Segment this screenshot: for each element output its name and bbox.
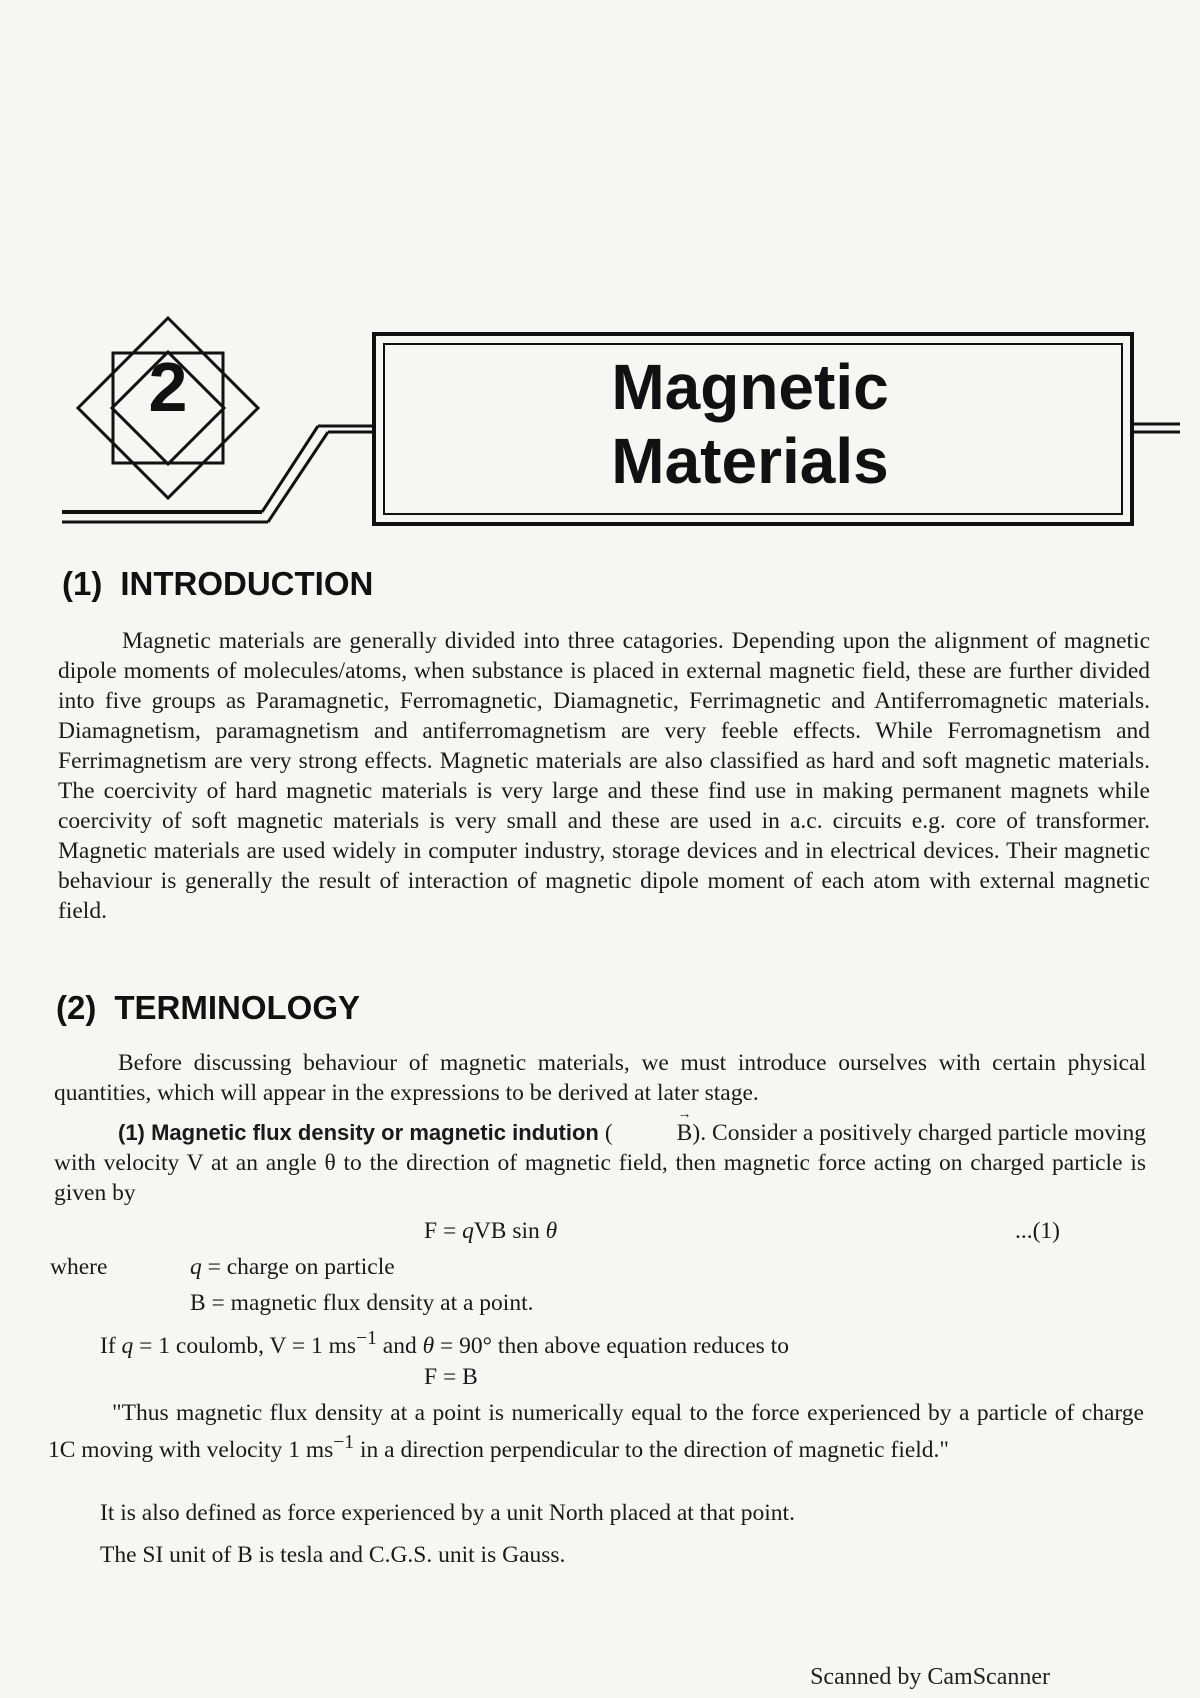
equation-q: q — [462, 1218, 474, 1244]
reduce-exponent: −1 — [356, 1328, 377, 1349]
reduce-and: and — [376, 1332, 423, 1359]
definition-quote — [48, 1398, 1144, 1465]
terminology-paragraph: Before discussing behaviour of magnetic materials, we must introduce ourselves with certain physical quantities, which will appear in the expressions to be derived at later stage. — [54, 1050, 1146, 1106]
reduce-mid: = 1 coulomb, V = 1 ms — [133, 1332, 357, 1359]
where-q: q — [190, 1254, 202, 1280]
quote-part-b: in a direction perpendicular to the direction of magnetic field." — [354, 1436, 950, 1463]
flux-density-symbol-letter: B — [676, 1120, 693, 1146]
flux-density-symbol-close: ) — [692, 1120, 701, 1146]
chapter-title — [520, 350, 980, 498]
section-number: (2) — [56, 989, 97, 1026]
reduce-tail: = 90° then above equation reduces to — [434, 1332, 789, 1359]
reduce-if: If — [100, 1332, 122, 1359]
flux-density-paragraph — [54, 1107, 1146, 1208]
section-number: (1) — [62, 565, 103, 602]
reduce-q: q — [121, 1332, 134, 1359]
equation-lhs: F = — [424, 1218, 463, 1244]
si-unit-statement: The SI unit of B is tesla and C.G.S. unit is Gauss. — [100, 1542, 566, 1568]
section-heading-terminology — [56, 988, 360, 1028]
flux-density-symbol — [613, 1107, 693, 1148]
where-label: where — [50, 1254, 108, 1280]
flux-density-text: . Consider a positively charged particle moving with velocity V at an angle θ to the direction of magnetic field, then magnetic force acting on charged particle is given by — [54, 1120, 1146, 1206]
where-b-definition: B = magnetic flux density at a point. — [190, 1290, 534, 1316]
flux-density-label: (1) Magnetic flux density or magnetic indution — [118, 1120, 599, 1145]
reduction-sentence — [100, 1324, 789, 1361]
chapter-title-line-1: Magnetic — [611, 351, 889, 423]
equation-rest: VB sin — [473, 1218, 546, 1244]
alternate-definition: It is also defined as force experienced by a unit North placed at that point. — [100, 1500, 795, 1526]
section-title: TERMINOLOGY — [114, 989, 361, 1026]
quote-exponent: −1 — [333, 1432, 355, 1453]
vector-arrow-icon: → — [677, 1107, 692, 1122]
introduction-paragraph: Magnetic materials are generally divided into three catagories. Depending upon the alignment of magnetic dipole moments of molecules/atoms, when substance is placed in external magnetic field, these are further divided into five groups as Paramagnetic, Ferromagnetic, Diamagnetic, Ferrimagnetic and Antiferromagnetic materials. Diamagnetism, paramagnetism and antiferromagnetism are very feeble effects. While Ferromagnetism and Ferrimagnetism are very strong effects. Magnetic materials are also classified as hard and soft magnetic materials. The coercivity of hard magnetic materials is very large and these find use in making permanent magnets while coercivity of soft magnetic materials is very small and these are used in a.c. circuits e.g. core of transformer. Magnetic materials are used widely in computer industry, storage devices and in electrical devices. Their magnetic behaviour is generally the result of interaction of magnetic dipole moment of each atom with external magnetic field. — [58, 628, 1150, 924]
equation-theta: θ — [545, 1218, 558, 1244]
where-q-text: = charge on particle — [201, 1254, 395, 1280]
chapter-number: 2 — [148, 348, 188, 426]
equation-number: ...(1) — [1014, 1218, 1060, 1244]
equation-force — [424, 1216, 557, 1246]
scanner-watermark: Scanned by CamScanner — [810, 1664, 1050, 1690]
quote-part-a: "Thus magnetic flux density at a point is numerically equal to the force experienced by a particle of charge 1C moving with velocity 1 ms — [48, 1400, 1144, 1463]
equation-f-equals-b: F = B — [424, 1364, 478, 1390]
where-q-definition — [190, 1252, 395, 1282]
chapter-title-line-2: Materials — [611, 425, 889, 497]
flux-density-symbol-open: ( — [604, 1120, 613, 1146]
section-heading-introduction — [62, 564, 373, 604]
section-title: INTRODUCTION — [120, 565, 374, 602]
reduce-theta: θ — [422, 1332, 435, 1359]
